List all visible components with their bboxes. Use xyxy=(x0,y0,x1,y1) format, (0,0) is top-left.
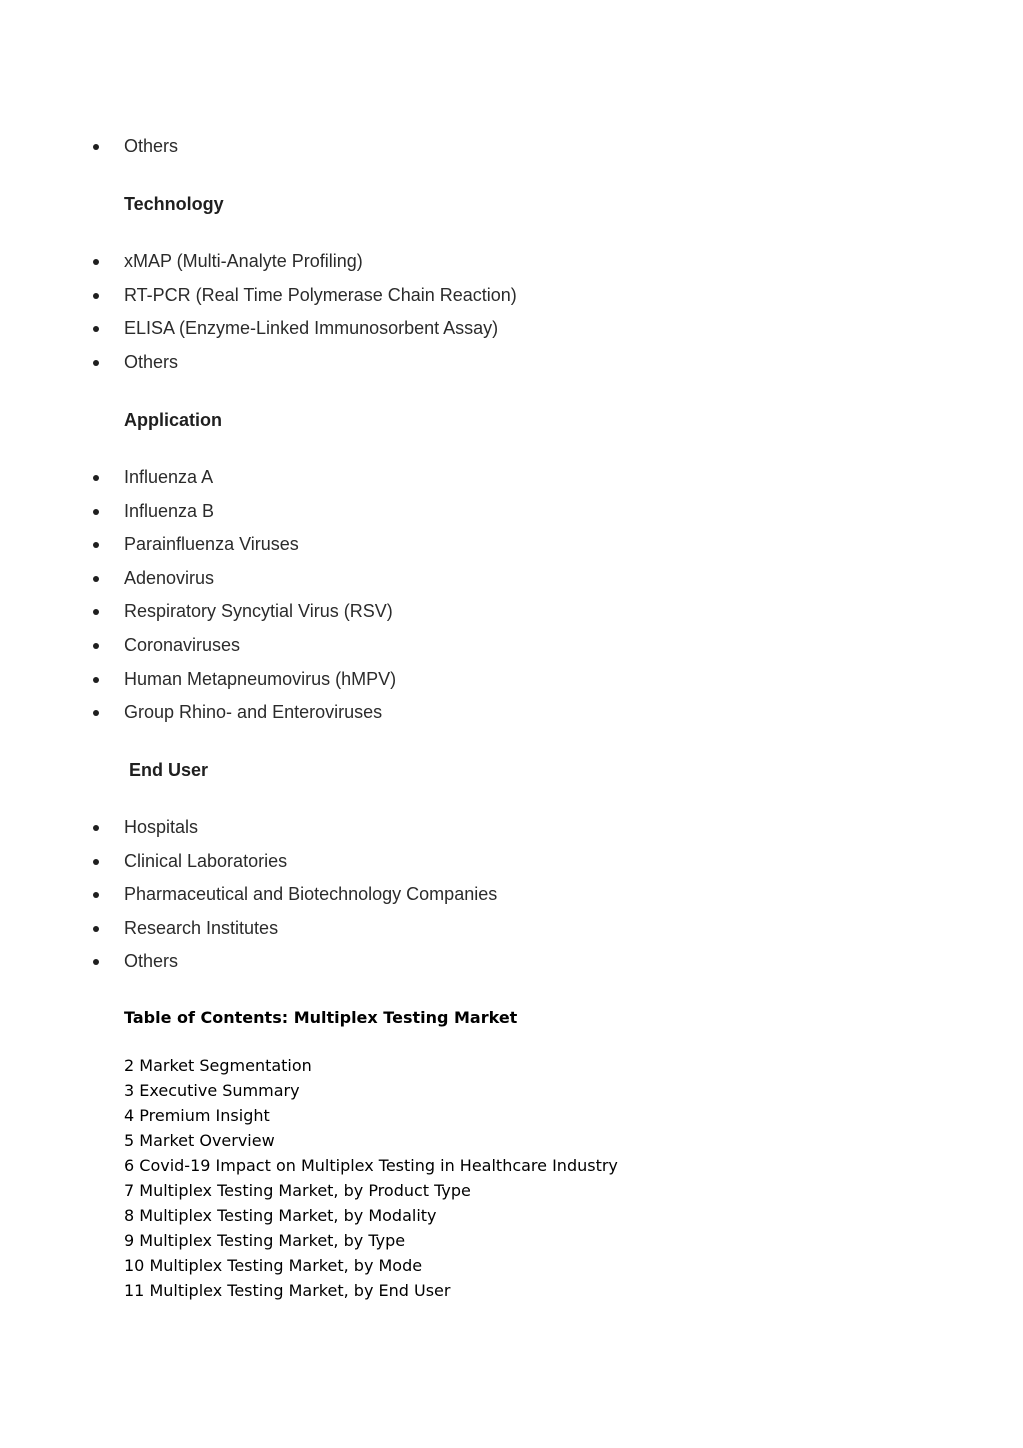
toc-title: Table of Contents: Multiplex Testing Market xyxy=(124,1008,518,1027)
list-item xyxy=(0,811,497,845)
list-item xyxy=(0,629,396,663)
list-item-text: ELISA (Enzyme-Linked Immunosorbent Assay) xyxy=(124,318,499,339)
list-item-text: Influenza A xyxy=(124,467,214,487)
bullet-icon xyxy=(93,825,99,831)
list-item xyxy=(0,562,396,596)
toc-item: 7 Multiplex Testing Market, by Product Type xyxy=(124,1181,471,1200)
list-item xyxy=(0,878,497,912)
toc-item: 6 Covid-19 Impact on Multiplex Testing in Healthcare Industry xyxy=(124,1156,618,1175)
bullet-icon xyxy=(93,259,99,265)
application-bullet-list xyxy=(0,461,396,730)
bullet-icon xyxy=(93,144,99,150)
bullet-icon xyxy=(93,360,99,366)
list-item-text: Influenza B xyxy=(124,500,215,521)
bullet-icon xyxy=(93,542,99,548)
bullet-icon xyxy=(93,475,99,481)
list-item xyxy=(0,312,517,346)
list-item xyxy=(0,245,517,279)
bullet-icon xyxy=(93,959,99,965)
list-item xyxy=(0,912,497,946)
toc-item: 5 Market Overview xyxy=(124,1131,275,1150)
list-item-text: Adenovirus xyxy=(124,567,215,588)
application-heading: Application xyxy=(124,410,222,430)
list-item-text: Respiratory Syncytial Virus (RSV) xyxy=(124,601,393,622)
technology-bullet-list xyxy=(0,245,517,379)
list-item-text: Others xyxy=(124,351,179,372)
list-item xyxy=(0,945,497,979)
list-item xyxy=(0,528,396,562)
list-item-text: Coronaviruses xyxy=(124,634,241,655)
list-item xyxy=(0,346,517,380)
bullet-icon xyxy=(93,710,99,716)
list-item-text: Others xyxy=(124,951,179,972)
list-item xyxy=(0,696,396,730)
list-item xyxy=(0,279,517,313)
list-item-text: Others xyxy=(124,136,179,156)
list-item-text: Group Rhino- and Enteroviruses xyxy=(124,702,383,723)
list-item-text: Pharmaceutical and Biotechnology Companies xyxy=(124,884,498,905)
intro-bullet-list xyxy=(0,130,178,164)
list-item xyxy=(0,461,396,495)
toc-item: 9 Multiplex Testing Market, by Type xyxy=(124,1231,406,1250)
end-user-heading: End User xyxy=(124,760,209,780)
list-item-text: Hospitals xyxy=(124,817,199,837)
bullet-icon xyxy=(93,293,99,299)
toc-item: 11 Multiplex Testing Market, by End User xyxy=(124,1281,451,1300)
list-item xyxy=(0,495,396,529)
bullet-icon xyxy=(93,643,99,649)
bullet-icon xyxy=(93,609,99,615)
toc-list xyxy=(124,1053,618,1303)
bullet-icon xyxy=(93,576,99,582)
toc-item: 8 Multiplex Testing Market, by Modality xyxy=(124,1206,437,1225)
bullet-icon xyxy=(93,926,99,932)
list-item xyxy=(0,845,497,879)
technology-heading: Technology xyxy=(124,194,224,214)
list-item-text: Research Institutes xyxy=(124,917,279,938)
bullet-icon xyxy=(93,892,99,898)
bullet-icon xyxy=(93,509,99,515)
list-item-text: Human Metapneumovirus (hMPV) xyxy=(124,668,397,689)
list-item-text: RT-PCR (Real Time Polymerase Chain Reaction) xyxy=(124,284,517,305)
list-item-text: xMAP (Multi-Analyte Profiling) xyxy=(124,251,363,271)
toc-item: 2 Market Segmentation xyxy=(124,1056,312,1075)
bullet-icon xyxy=(93,859,99,865)
list-item-text: Clinical Laboratories xyxy=(124,850,288,871)
bullet-icon xyxy=(93,677,99,683)
toc-item: 3 Executive Summary xyxy=(124,1081,300,1100)
list-item-text: Parainfluenza Viruses xyxy=(124,534,299,555)
list-item xyxy=(0,595,396,629)
list-item xyxy=(0,663,396,697)
bullet-icon xyxy=(93,326,99,332)
list-item xyxy=(0,130,178,164)
end-user-bullet-list xyxy=(0,811,497,979)
toc-item: 4 Premium Insight xyxy=(124,1106,270,1125)
toc-item: 10 Multiplex Testing Market, by Mode xyxy=(124,1256,423,1275)
